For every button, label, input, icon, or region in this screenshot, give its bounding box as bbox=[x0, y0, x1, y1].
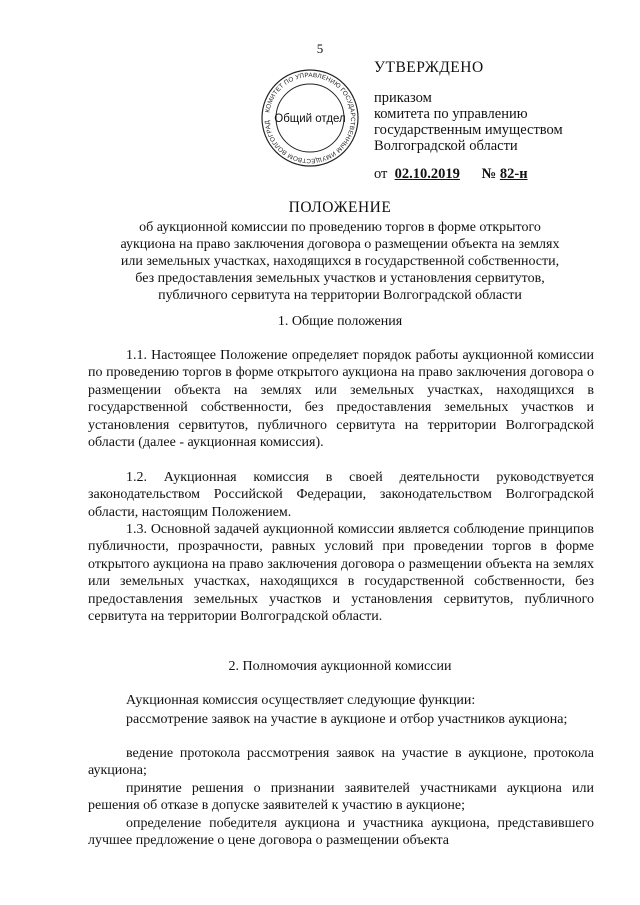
functions-intro bbox=[88, 692, 594, 709]
approval-block bbox=[374, 60, 614, 182]
paragraph-text: Аукционная комиссия осуществляет следующие функции: bbox=[126, 693, 476, 708]
function-item bbox=[88, 711, 594, 728]
function-item bbox=[88, 745, 594, 780]
subtitle-line: об аукционной комиссии по проведению торгов в форме открытого bbox=[139, 220, 541, 235]
section-2-heading: 2. Полномочия аукционной комиссии bbox=[228, 659, 452, 674]
paragraph-text: 1.3. Основной задачей аукционной комиссии является соблюдение принципов публичности, прозрачности, равных условий при проведении торгов в форме открытого аукциона на право заключения договора о размещении объекта на землях или земельных участках, находящихся в государственной собственности, без предоставления земельных участков и установления сервитутов, публичного сервитута на территории Волгоградской области. bbox=[88, 522, 594, 625]
general-department-stamp bbox=[260, 68, 360, 168]
approval-date: 02.10.2019 bbox=[394, 166, 460, 182]
date-prefix: от bbox=[374, 166, 388, 182]
paragraph-text: определение победителя аукциона и участника аукциона, представившего лучшее предложение о цене договора о размещении объекта bbox=[88, 816, 594, 849]
paragraph-text: 1.2. Аукционная комиссия в своей деятельности руководствуется законодательством Российской Федерации, законодательством Волгоградской области, настоящим Положением. bbox=[88, 470, 594, 520]
stamp-center-text: Общий отдел bbox=[274, 113, 346, 125]
paragraph-text: принятие решения о признании заявителей участниками аукциона или решения об отказе в допуске заявителей к участию в аукционе; bbox=[88, 781, 594, 814]
subtitle-line: или земельных участках, находящихся в государственной собственности, bbox=[120, 254, 560, 269]
paragraph-text: 1.1. Настоящее Положение определяет порядок работы аукционной комиссии по проведению торгов в форме открытого аукциона на право заключения договора о размещении объекта на землях или земельных участках, находящихся в государственной собственности, без предоставления земельных участков и установления сервитутов, публичного сервитута на территории Волгоградской области (далее - аукционная комиссия). bbox=[88, 348, 594, 451]
paragraph-1-1 bbox=[88, 347, 594, 451]
approval-line: комитета по управлению bbox=[374, 106, 528, 122]
number-prefix: № bbox=[481, 166, 497, 182]
section-1-heading: 1. Общие положения bbox=[277, 314, 403, 329]
function-item bbox=[88, 815, 594, 850]
subtitle-line: без предоставления земельных участков и установления сервитутов, bbox=[135, 271, 545, 286]
document-subtitle bbox=[84, 219, 596, 304]
stamp-ring-text: КОМИТЕТ ПО УПРАВЛЕНИЮ ГОСУДАРСТВЕННЫМ ИМУЩЕСТВОМ ВОЛГОГРАД bbox=[264, 71, 357, 165]
approval-number: 82-н bbox=[499, 166, 528, 182]
page-number: 5 bbox=[316, 41, 324, 56]
paragraph-text: рассмотрение заявок на участие в аукционе и отбор участников аукциона; bbox=[126, 712, 568, 727]
paragraph-1-2 bbox=[88, 469, 594, 521]
approval-title: УТВЕРЖДЕНО bbox=[374, 59, 484, 76]
approval-line: приказом bbox=[374, 90, 432, 106]
function-item bbox=[88, 780, 594, 815]
subtitle-line: публичного сервитута на территории Волгоградской области bbox=[158, 288, 522, 303]
paragraph-text: ведение протокола рассмотрения заявок на участие в аукционе, протокола аукциона; bbox=[88, 746, 594, 779]
subtitle-line: аукциона на право заключения договора о размещении объекта на землях bbox=[120, 237, 560, 252]
approval-order-line bbox=[374, 166, 614, 182]
approval-line: Волгоградской области bbox=[374, 138, 518, 154]
document-title: ПОЛОЖЕНИЕ bbox=[288, 199, 392, 216]
paragraph-1-3 bbox=[88, 521, 594, 625]
approval-line: государственным имуществом bbox=[374, 122, 563, 138]
